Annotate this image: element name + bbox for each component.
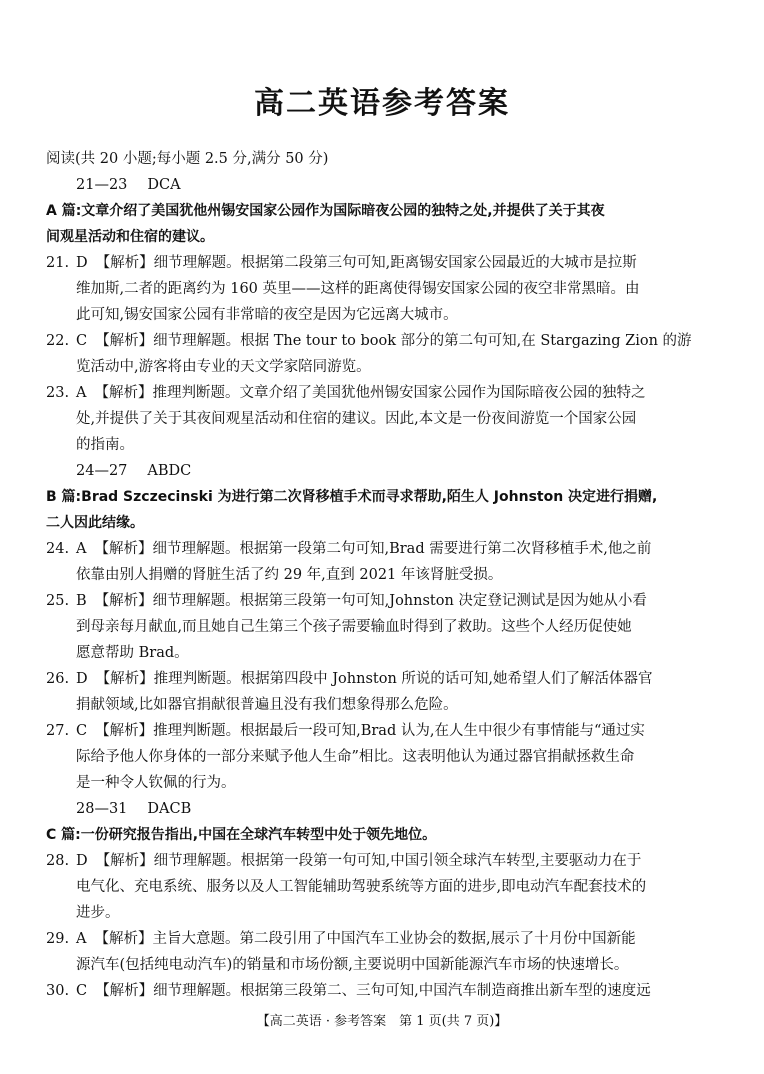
explanation-text: 是一种令人钦佩的行为。 xyxy=(76,775,236,791)
question-answer: A xyxy=(76,541,87,557)
question-explanation-line xyxy=(46,848,718,874)
explanation-text: 【解析】细节理解题。根据第三段第一句可知,Johnston 决定登记测试是因为她从小看 xyxy=(94,593,647,609)
question-explanation-line xyxy=(46,926,718,952)
question-answer: D xyxy=(76,853,88,869)
question-answer: A xyxy=(76,385,87,401)
question-range: 21—23 xyxy=(76,177,128,193)
explanation-text: 【解析】细节理解题。根据第二段第三句可知,距离锡安国家公园最近的大城市是拉斯 xyxy=(95,255,637,271)
question-explanation-line xyxy=(46,536,718,562)
question-number: 21. xyxy=(46,255,70,271)
explanation-text: 【解析】细节理解题。根据 The tour to book 部分的第二句可知,在 Stargazing Zion 的游 xyxy=(95,333,692,349)
question-explanation-line xyxy=(46,432,718,458)
explanation-text: 到母亲每月献血,而且她自己生第三个孩子需要输血时得到了救助。这些个人经历促使她 xyxy=(76,619,632,635)
passage-summary: A 篇:文章介绍了美国犹他州锡安国家公园作为国际暗夜公园的独特之处,并提供了关于其夜 xyxy=(46,203,605,219)
question-explanation-line xyxy=(46,302,718,328)
question-number: 23. xyxy=(46,385,70,401)
question-explanation-line xyxy=(46,614,718,640)
group-answers: DCA xyxy=(147,177,181,193)
question-answer: B xyxy=(76,593,87,609)
explanation-text: 此可知,锡安国家公园有非常暗的夜空是因为它远离大城市。 xyxy=(76,307,458,323)
answer-group-header xyxy=(46,796,718,822)
page-footer: 【高二英语 · 参考答案 第 1 页(共 7 页)】 xyxy=(256,1014,508,1029)
question-explanation-line xyxy=(46,952,718,978)
question-number: 22. xyxy=(46,333,70,349)
explanation-text: 的指南。 xyxy=(76,437,134,453)
question-explanation-line xyxy=(46,666,718,692)
passage-summary: 间观星活动和住宿的建议。 xyxy=(46,229,214,245)
explanation-text: 际给予他人你身体的一部分来赋予他人生命”相比。这表明他认为通过器官捐献拯救生命 xyxy=(76,749,635,765)
explanation-text: 【解析】细节理解题。根据第一段第二句可知,Brad 需要进行第二次肾移植手术,他之前 xyxy=(94,541,652,557)
question-explanation-line xyxy=(46,380,718,406)
page-title: 高二英语参考答案 xyxy=(254,86,510,121)
question-range: 28—31 xyxy=(76,801,128,817)
question-explanation-line xyxy=(46,692,718,718)
explanation-text: 电气化、充电系统、服务以及人工智能辅助驾驶系统等方面的进步,即电动汽车配套技术的 xyxy=(76,879,647,895)
passage-summary: C 篇:一份研究报告指出,中国在全球汽车转型中处于领先地位。 xyxy=(46,827,437,843)
explanation-text: 【解析】细节理解题。根据第三段第二、三句可知,中国汽车制造商推出新车型的速度远 xyxy=(95,983,651,999)
question-answer: A xyxy=(76,931,87,947)
question-explanation-line xyxy=(46,328,718,354)
explanation-text: 维加斯,二者的距离约为 160 英里——这样的距离使得锡安国家公园的夜空非常黑暗。由 xyxy=(76,281,640,297)
question-answer: C xyxy=(76,333,88,349)
question-explanation-line xyxy=(46,900,718,926)
explanation-text: 处,并提供了关于其夜间观星活动和住宿的建议。因此,本文是一份夜间游览一个国家公园 xyxy=(76,411,637,427)
question-number: 26. xyxy=(46,671,70,687)
question-answer: C xyxy=(76,983,88,999)
question-answer: C xyxy=(76,723,88,739)
explanation-text: 依靠由别人捐赠的肾脏生活了约 29 年,直到 2021 年该肾脏受损。 xyxy=(76,567,503,583)
question-explanation-line xyxy=(46,354,718,380)
explanation-text: 进步。 xyxy=(76,905,120,921)
question-explanation-line xyxy=(46,744,718,770)
question-answer: D xyxy=(76,255,88,271)
answer-groups xyxy=(46,172,718,1004)
question-explanation-line xyxy=(46,874,718,900)
group-answers: ABDC xyxy=(147,463,192,479)
question-explanation-line xyxy=(46,770,718,796)
explanation-text: 【解析】细节理解题。根据第一段第一句可知,中国引领全球汽车转型,主要驱动力在于 xyxy=(95,853,642,869)
group-answers: DACB xyxy=(147,801,192,817)
question-answer: D xyxy=(76,671,88,687)
question-number: 24. xyxy=(46,541,70,557)
passage-summary: B 篇:Brad Szczecinski 为进行第二次肾移植手术而寻求帮助,陌生人 Johnston 决定进行捐赠, xyxy=(46,489,658,505)
question-explanation-line xyxy=(46,718,718,744)
question-explanation-line xyxy=(46,250,718,276)
question-explanation-line xyxy=(46,562,718,588)
question-number: 27. xyxy=(46,723,70,739)
question-number: 30. xyxy=(46,983,70,999)
explanation-text: 【解析】推理判断题。根据最后一段可知,Brad 认为,在人生中很少有事情能与“通过实 xyxy=(95,723,645,739)
section-header: 阅读(共 20 小题;每小题 2.5 分,满分 50 分) xyxy=(46,151,329,167)
explanation-text: 捐献领域,比如器官捐献很普遍且没有我们想象得那么危险。 xyxy=(76,697,458,713)
explanation-text: 愿意帮助 Brad。 xyxy=(76,645,189,661)
passage-summary: 二人因此结缘。 xyxy=(46,515,144,531)
question-explanation-line xyxy=(46,276,718,302)
answer-content xyxy=(46,146,718,1004)
answer-group-header xyxy=(46,172,718,198)
question-number: 28. xyxy=(46,853,70,869)
explanation-text: 览活动中,游客将由专业的天文学家陪同游览。 xyxy=(76,359,371,375)
question-number: 29. xyxy=(46,931,70,947)
question-explanation-line xyxy=(46,588,718,614)
question-number: 25. xyxy=(46,593,70,609)
explanation-text: 【解析】推理判断题。文章介绍了美国犹他州锡安国家公园作为国际暗夜公园的独特之 xyxy=(94,385,646,401)
question-explanation-line xyxy=(46,406,718,432)
question-range: 24—27 xyxy=(76,463,128,479)
explanation-text: 【解析】主旨大意题。第二段引用了中国汽车工业协会的数据,展示了十月份中国新能 xyxy=(94,931,636,947)
explanation-text: 【解析】推理判断题。根据第四段中 Johnston 所说的话可知,她希望人们了解活体器官 xyxy=(95,671,653,687)
explanation-text: 源汽车(包括纯电动汽车)的销量和市场份额,主要说明中国新能源汽车市场的快速增长。 xyxy=(76,957,629,973)
question-explanation-line xyxy=(46,978,718,1004)
answer-group-header xyxy=(46,458,718,484)
question-explanation-line xyxy=(46,640,718,666)
